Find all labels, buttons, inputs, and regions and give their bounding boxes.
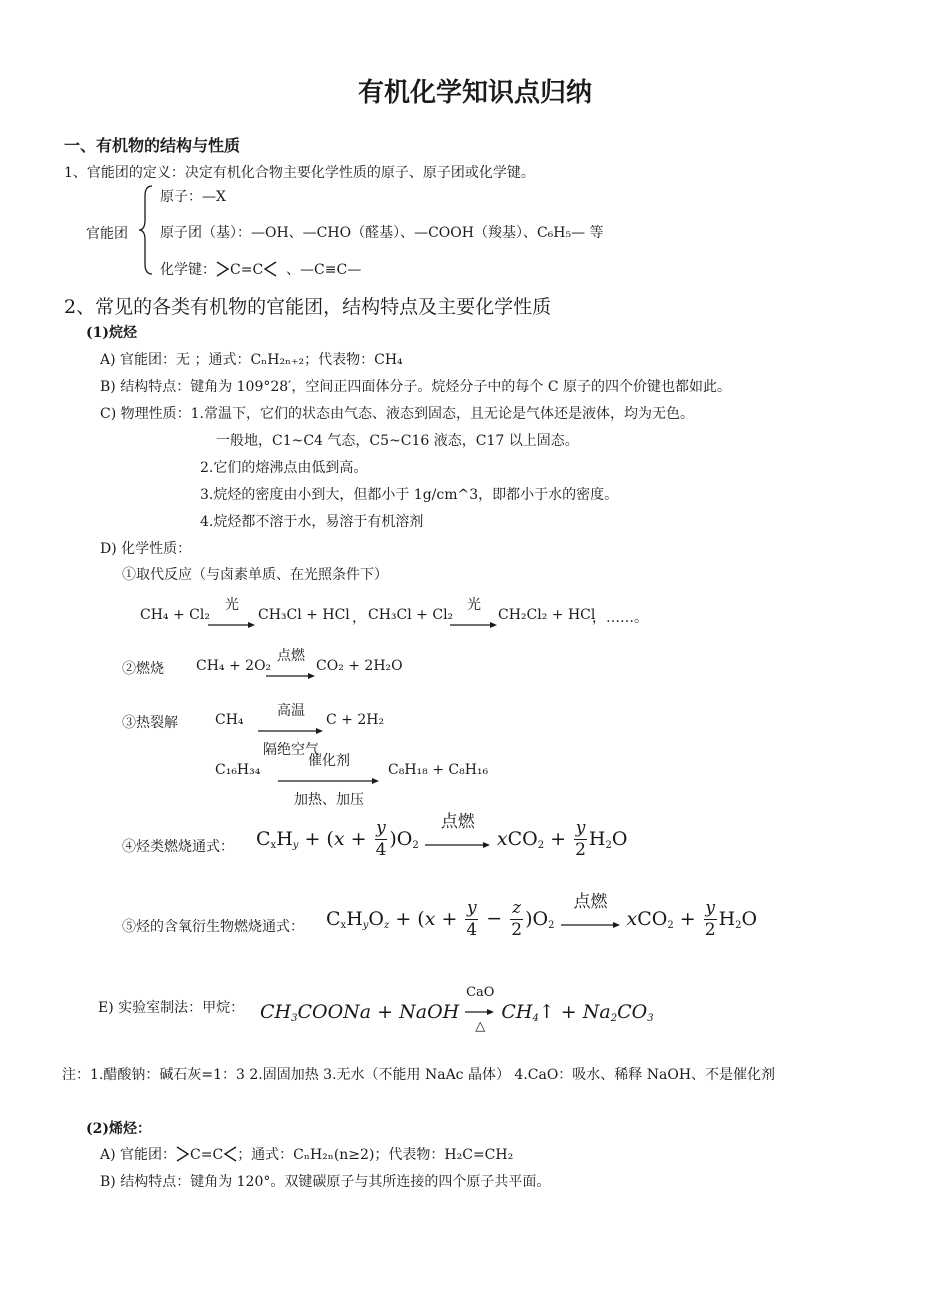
- alkene-a-prefix: A) 官能团：: [100, 1147, 177, 1163]
- arrow-icon: [425, 841, 491, 849]
- page-title: 有机化学知识点归纳: [357, 78, 592, 108]
- lab-prep-formula: $CH_3COONa$ + NaOH CaO △ $CH_4↑ + Na_2CO_3$: [260, 985, 654, 1034]
- arrow-icon: [258, 727, 324, 735]
- atomic-group-line: 原子团（基）：—OH、—CHO（醛基）、—COOH（羧基）、C₆H₅— 等: [160, 225, 604, 241]
- double-bond-right-icon: [223, 1145, 237, 1163]
- arrow-icon: [561, 921, 621, 929]
- arrow-icon: [278, 777, 380, 785]
- section2-heading: 2、常见的各类有机物的官能团，结构特点及主要化学性质: [64, 296, 552, 318]
- section1-heading: 一、有机物的结构与性质: [64, 136, 241, 155]
- r4-right: C + 2H₂: [326, 712, 385, 728]
- d5-condition: 点燃: [573, 892, 608, 912]
- hydrocarbon-combustion-formula: $C_xH_y + (x$ + $\frac{y}{4}$ )$O_2$ 点燃 xCO$_2$ + $\frac{y}{2}$ $H_2O$: [256, 820, 627, 859]
- double-bond-right-icon: [263, 260, 277, 278]
- alkene-structure: B) 结构特点：键角为 120°。双键碳原子与其所连接的四个原子共平面。: [100, 1174, 551, 1190]
- r4-condition-top: 高温: [277, 703, 305, 719]
- r1-sep: ，: [352, 610, 366, 626]
- r3-left: CH₄ + 2O₂: [196, 658, 272, 674]
- r5-condition-top: 催化剂: [308, 753, 350, 769]
- r5-condition-bottom: 加热、加压: [294, 792, 364, 808]
- hydrocarbon-combustion-label: ④烃类燃烧通式：: [122, 839, 234, 855]
- double-bond-left-icon: [216, 260, 230, 278]
- combustion-label: ②燃烧: [122, 661, 164, 677]
- d4-condition: 点燃: [440, 812, 475, 832]
- functional-group-label: 官能团: [86, 226, 128, 242]
- alkene-a-rest: ；通式：CₙH₂ₙ(n≥2)；代表物：H₂C=CH₂: [237, 1147, 514, 1163]
- arrow-icon: [465, 1008, 495, 1016]
- alkane-functional-group: A) 官能团：无 ；通式：CₙH₂ₙ₊₂；代表物：CH₄: [100, 352, 403, 368]
- functional-group-definition: 1、官能团的定义：决定有机化合物主要化学性质的原子、原子团或化学键。: [64, 165, 535, 181]
- r2-end: ，……。: [592, 610, 648, 626]
- alkane-physical-2: 2.它们的熔沸点由低到高。: [200, 460, 368, 476]
- note-line: 注：1.醋酸钠：碱石灰=1：3 2.固固加热 3.无水（不能用 NaAc 晶体） 4.CaO：吸水、稀释 NaOH、不是催化剂: [62, 1067, 776, 1083]
- curly-brace-icon: [136, 184, 156, 276]
- r2-arrow: [450, 594, 498, 633]
- lab-prep-label: E) 实验室制法：甲烷：: [98, 1000, 245, 1016]
- double-bond-left-icon: [176, 1145, 190, 1163]
- alkane-chemical-heading: D) 化学性质：: [100, 541, 192, 557]
- cracking-label: ③热裂解: [122, 715, 178, 731]
- alkene-bond-text: C=C: [190, 1147, 224, 1163]
- alkene-functional-group: [100, 1144, 513, 1164]
- chemical-bond-line: [160, 259, 361, 279]
- r4-condition-bottom: 隔绝空气: [263, 742, 319, 758]
- atom-line: 原子：—X: [160, 189, 226, 205]
- r1-left: CH₄ + Cl₂: [140, 607, 210, 623]
- alkane-physical-1b: 一般地，C1~C4 气态，C5~C16 液态，C17 以上固态。: [216, 433, 579, 449]
- arrow-icon: [450, 621, 498, 629]
- e-condition-bottom: △: [475, 1019, 486, 1034]
- alkane-physical-4: 4.烷烃都不溶于水，易溶于有机溶剂: [200, 514, 424, 530]
- r5-arrow: [278, 750, 380, 809]
- r5-left: C₁₆H₃₄: [215, 762, 261, 778]
- r1-right: CH₃Cl + HCl: [258, 607, 350, 623]
- r3-arrow: [266, 645, 316, 684]
- substitution-heading: ①取代反应（与卤素单质、在光照条件下）: [122, 567, 388, 583]
- oxygenated-combustion-label: ⑤烃的含氧衍生物燃烧通式：: [122, 919, 304, 935]
- alkane-structure: B) 结构特点：键角为 109°28′，空间正四面体分子。烷烃分子中的每个 C 原子的四个价键也都如此。: [100, 379, 731, 395]
- r3-right: CO₂ + 2H₂O: [316, 658, 403, 674]
- alkane-heading: (1)烷烃: [86, 325, 137, 341]
- bond-prefix: 化学键：: [160, 262, 216, 278]
- alkane-physical-1: C) 物理性质：1.常温下，它们的状态由气态、液态到固态，且无论是气体还是液体，均为无色。: [100, 406, 694, 422]
- r1-condition: 光: [225, 597, 239, 613]
- r2-condition: 光: [467, 597, 481, 613]
- r1-arrow: [208, 594, 256, 633]
- triple-bond-text: 、—C≡C—: [286, 262, 362, 278]
- r2-right: CH₂Cl₂ + HCl: [498, 607, 596, 623]
- arrow-icon: [266, 672, 316, 680]
- arrow-icon: [208, 621, 256, 629]
- r5-right: C₈H₁₈ + C₈H₁₆: [388, 762, 489, 778]
- double-bond-text: C=C: [230, 262, 264, 278]
- r4-left: CH₄: [215, 712, 244, 728]
- e-condition-top: CaO: [466, 985, 495, 1000]
- alkene-heading: (2)烯烃：: [86, 1121, 151, 1137]
- r2-left: CH₃Cl + Cl₂: [368, 607, 454, 623]
- oxygenated-combustion-formula: $C_xH_yO_z + (x$ + $\frac{y}{4}$ − $\frac{z}{2}$ )$O_2$ 点燃 xCO$_2$ + $\frac{y}{2}$ $H_2O$: [326, 900, 757, 939]
- alkane-physical-3: 3.烷烃的密度由小到大，但都小于 1g/cm^3，即都小于水的密度。: [200, 487, 619, 503]
- r3-condition: 点燃: [277, 648, 305, 664]
